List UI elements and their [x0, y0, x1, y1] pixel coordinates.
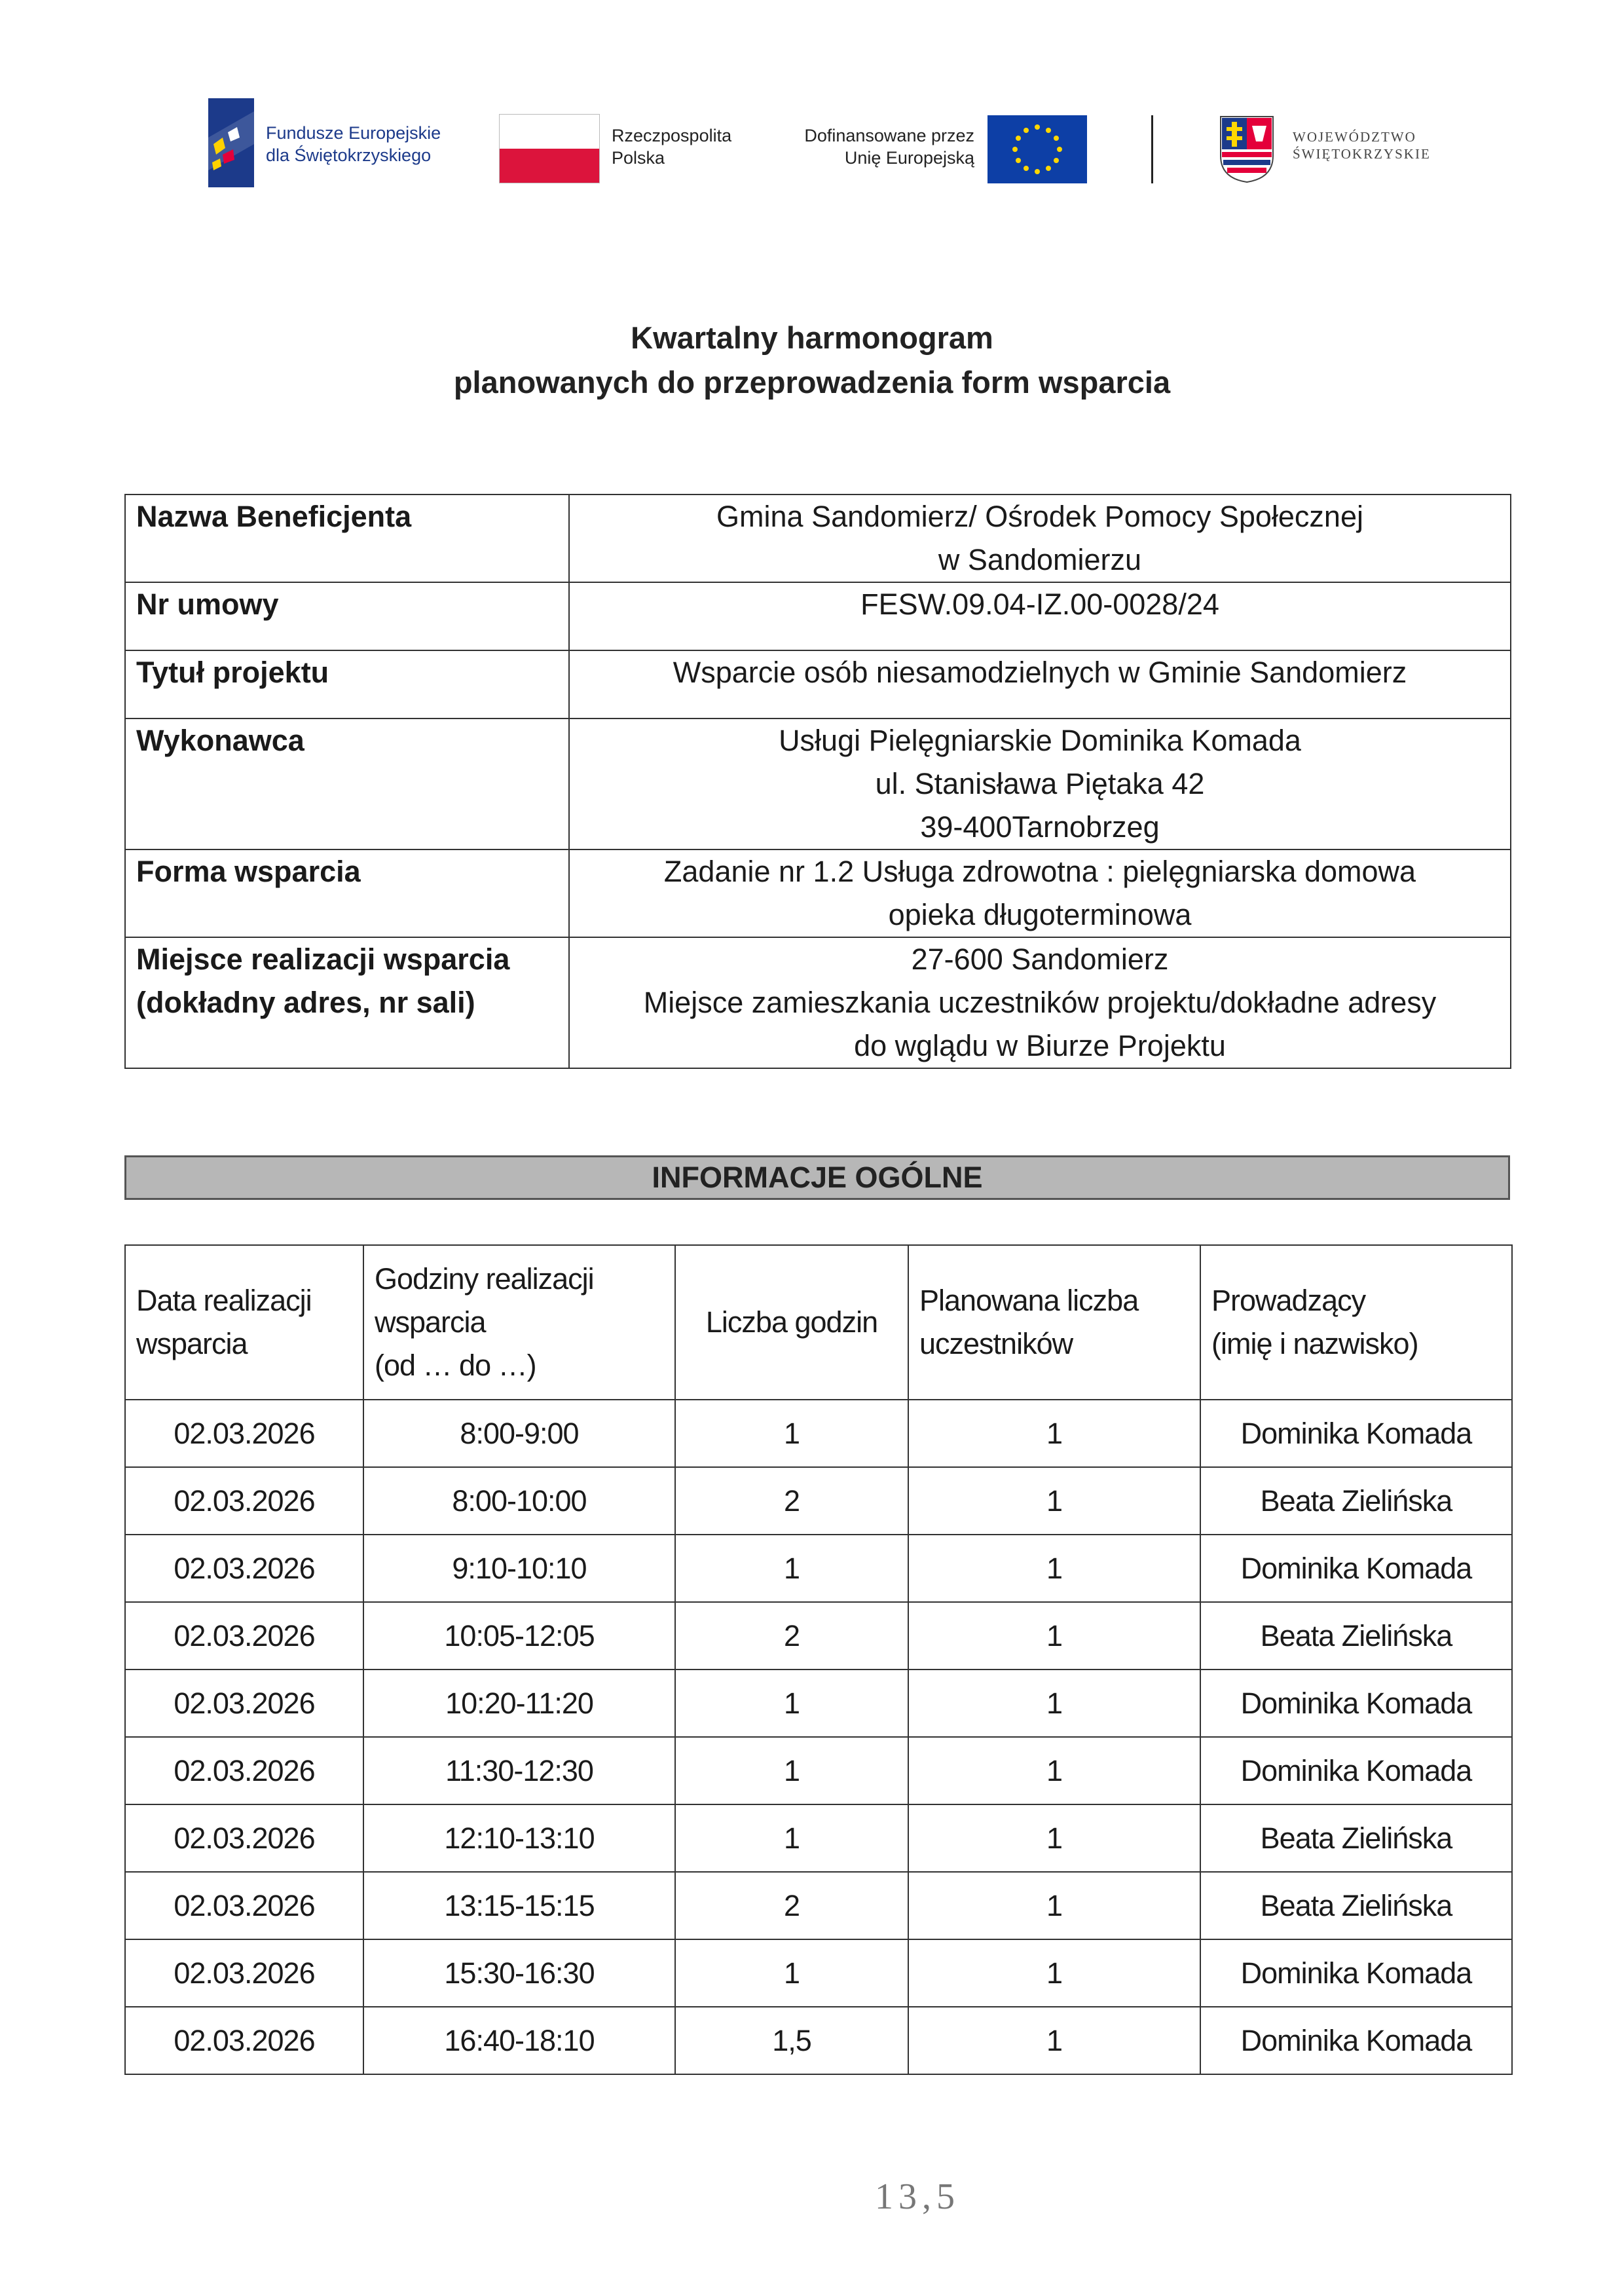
- cell-hours: 8:00-9:00: [363, 1400, 675, 1467]
- cell-date: 02.03.2026: [125, 1602, 363, 1670]
- info-value: [569, 849, 1511, 937]
- col-header-date: [125, 1245, 363, 1400]
- document-title-line1: Kwartalny harmonogram: [631, 320, 993, 355]
- forma-line1: Zadanie nr 1.2 Usługa zdrowotna : pielęgniarska domowa: [663, 855, 1416, 888]
- cell-count: 2: [675, 1872, 908, 1939]
- logo-bar: [0, 0, 1624, 210]
- info-value: [569, 937, 1511, 1068]
- cell-count: 1: [675, 1804, 908, 1872]
- table-row: [125, 1670, 1512, 1737]
- date-header-line1: Data realizacji: [136, 1284, 312, 1317]
- info-value: Wsparcie osób niesamodzielnych w Gminie Sandomierz: [569, 650, 1511, 718]
- miejsce-label-line2: (dokładny adres, nr sali): [136, 986, 475, 1019]
- beneficjent-line2: w Sandomierzu: [938, 543, 1142, 576]
- cell-participants: 1: [908, 1535, 1200, 1602]
- coat-of-arms-icon: [1219, 115, 1274, 183]
- info-row-forma: [125, 849, 1511, 937]
- cell-count: 1: [675, 1535, 908, 1602]
- cell-participants: 1: [908, 1670, 1200, 1737]
- miejsce-line3: do wglądu w Biurze Projektu: [854, 1029, 1226, 1062]
- cell-leader: Dominika Komada: [1200, 1670, 1512, 1737]
- cell-hours: 9:10-10:10: [363, 1535, 675, 1602]
- fundusze-europejskie-logo: [208, 98, 254, 187]
- eu-cofinanced-text: [786, 124, 974, 169]
- info-label: Tytuł projektu: [125, 650, 569, 718]
- table-row: [125, 1804, 1512, 1872]
- cell-leader: Beata Zielińska: [1200, 1467, 1512, 1535]
- col-header-leader: [1200, 1245, 1512, 1400]
- cell-participants: 1: [908, 1737, 1200, 1804]
- cell-participants: 1: [908, 1602, 1200, 1670]
- info-label: Nr umowy: [125, 582, 569, 650]
- cell-count: 1: [675, 1400, 908, 1467]
- cell-hours: 10:05-12:05: [363, 1602, 675, 1670]
- fundusze-europejskie-text: [266, 122, 441, 166]
- table-row: [125, 1939, 1512, 2007]
- info-value: FESW.09.04-IZ.00-0028/24: [569, 582, 1511, 650]
- cell-date: 02.03.2026: [125, 1535, 363, 1602]
- cell-count: 2: [675, 1602, 908, 1670]
- cell-participants: 1: [908, 1467, 1200, 1535]
- rzeczpospolita-text: [612, 124, 731, 169]
- cell-count: 1: [675, 1939, 908, 2007]
- cell-count: 1: [675, 1670, 908, 1737]
- leader-header-line1: Prowadzący: [1211, 1284, 1366, 1317]
- info-value: [569, 494, 1511, 582]
- eu-flag: [987, 115, 1087, 183]
- cell-date: 02.03.2026: [125, 1467, 363, 1535]
- handwritten-total: 13,5: [875, 2176, 960, 2217]
- section-header-informacje: INFORMACJE OGÓLNE: [124, 1155, 1510, 1200]
- schedule-table: [124, 1244, 1513, 2075]
- cell-leader: Dominika Komada: [1200, 1535, 1512, 1602]
- cell-hours: 12:10-13:10: [363, 1804, 675, 1872]
- table-row: [125, 1467, 1512, 1535]
- table-row: [125, 1602, 1512, 1670]
- schedule-header-row: [125, 1245, 1512, 1400]
- cell-leader: Dominika Komada: [1200, 1737, 1512, 1804]
- cell-leader: Beata Zielińska: [1200, 1804, 1512, 1872]
- cell-leader: Beata Zielińska: [1200, 1602, 1512, 1670]
- leader-header-line2: (imię i nazwisko): [1211, 1327, 1418, 1360]
- document-title-line2: planowanych do przeprowadzenia form wsparcia: [453, 365, 1171, 400]
- cell-date: 02.03.2026: [125, 1872, 363, 1939]
- cell-leader: Dominika Komada: [1200, 1939, 1512, 2007]
- info-label: [125, 937, 569, 1068]
- col-header-count: Liczba godzin: [675, 1245, 908, 1400]
- col-header-participants: [908, 1245, 1200, 1400]
- cell-count: 1: [675, 1737, 908, 1804]
- miejsce-line2: Miejsce zamieszkania uczestników projektu/dokładne adresy: [643, 986, 1437, 1019]
- cell-hours: 15:30-16:30: [363, 1939, 675, 2007]
- cell-date: 02.03.2026: [125, 1670, 363, 1737]
- info-row-tytul: [125, 650, 1511, 718]
- info-label: Wykonawca: [125, 718, 569, 849]
- cell-date: 02.03.2026: [125, 1737, 363, 1804]
- miejsce-label-line1: Miejsce realizacji wsparcia: [136, 942, 510, 976]
- logo-divider: [1151, 115, 1153, 183]
- cell-leader: Beata Zielińska: [1200, 1872, 1512, 1939]
- cell-hours: 10:20-11:20: [363, 1670, 675, 1737]
- table-row: [125, 1400, 1512, 1467]
- table-row: [125, 1535, 1512, 1602]
- cell-date: 02.03.2026: [125, 1400, 363, 1467]
- cell-participants: 1: [908, 2007, 1200, 2074]
- cell-leader: Dominika Komada: [1200, 1400, 1512, 1467]
- cell-count: 2: [675, 1467, 908, 1535]
- rp-line2: Polska: [612, 148, 665, 168]
- info-row-beneficjent: [125, 494, 1511, 582]
- table-row: [125, 1737, 1512, 1804]
- fe-line2: dla Świętokrzyskiego: [266, 145, 432, 165]
- info-row-miejsce: [125, 937, 1511, 1068]
- cell-hours: 8:00-10:00: [363, 1467, 675, 1535]
- info-label: Forma wsparcia: [125, 849, 569, 937]
- participants-header-line1: Planowana liczba: [919, 1284, 1139, 1317]
- info-label: Nazwa Beneficjenta: [125, 494, 569, 582]
- cell-hours: 13:15-15:15: [363, 1872, 675, 1939]
- eu-line1: Dofinansowane przez: [804, 126, 974, 145]
- project-info-table: [124, 494, 1511, 1069]
- cell-hours: 16:40-18:10: [363, 2007, 675, 2074]
- participants-header-line2: uczestników: [919, 1327, 1073, 1360]
- wykonawca-line1: Usługi Pielęgniarskie Dominika Komada: [779, 724, 1301, 757]
- wojewodztwo-text: [1293, 128, 1431, 162]
- wykonawca-line2: ul. Stanisława Piętaka 42: [875, 767, 1205, 800]
- ws-line1: WOJEWÓDZTWO: [1293, 129, 1416, 145]
- hours-header-line2: wsparcia: [375, 1305, 486, 1339]
- cell-leader: Dominika Komada: [1200, 2007, 1512, 2074]
- hours-header-line3: (od … do …): [375, 1349, 536, 1382]
- cell-hours: 11:30-12:30: [363, 1737, 675, 1804]
- info-value: [569, 718, 1511, 849]
- col-header-hours: [363, 1245, 675, 1400]
- cell-participants: 1: [908, 1872, 1200, 1939]
- table-row: [125, 1872, 1512, 1939]
- cell-participants: 1: [908, 1939, 1200, 2007]
- cell-count: 1,5: [675, 2007, 908, 2074]
- date-header-line2: wsparcia: [136, 1327, 248, 1360]
- info-row-umowa: [125, 582, 1511, 650]
- cell-participants: 1: [908, 1804, 1200, 1872]
- info-row-wykonawca: [125, 718, 1511, 849]
- cell-date: 02.03.2026: [125, 1804, 363, 1872]
- beneficjent-line1: Gmina Sandomierz/ Ośrodek Pomocy Społecznej: [716, 500, 1363, 533]
- rp-line1: Rzeczpospolita: [612, 126, 732, 145]
- eu-line2: Unię Europejską: [844, 148, 974, 168]
- table-row: [125, 2007, 1512, 2074]
- fe-line1: Fundusze Europejskie: [266, 123, 441, 143]
- cell-participants: 1: [908, 1400, 1200, 1467]
- polish-flag: [499, 114, 600, 183]
- miejsce-line1: 27-600 Sandomierz: [911, 942, 1169, 976]
- hours-header-line1: Godziny realizacji: [375, 1262, 594, 1296]
- cell-date: 02.03.2026: [125, 1939, 363, 2007]
- cell-date: 02.03.2026: [125, 2007, 363, 2074]
- forma-line2: opieka długoterminowa: [888, 898, 1192, 931]
- ws-line2: ŚWIĘTOKRZYSKIE: [1293, 146, 1431, 162]
- wykonawca-line3: 39-400Tarnobrzeg: [920, 810, 1160, 844]
